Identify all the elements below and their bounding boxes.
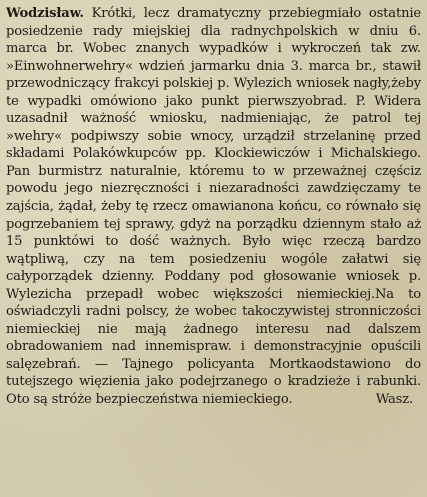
article-line-1: Wodzisław. Krótki, lecz dramatyczny przebiegmiało ostatnie: [6, 6, 421, 21]
article-line-20: obradowaniem nad innemispraw. i demonstracyjnie opuścili: [6, 339, 421, 355]
article-line-21: salęzebrań. — Tajnego policyanta Mortkaodstawiono do: [6, 356, 421, 372]
article-line-18: oświadczyli radni polscy, że wobec takoczywistej stronniczości: [6, 304, 421, 320]
article-line-2: posiedzenie rady miejskiej dla radnychpolskich w dniu 6.: [6, 23, 421, 39]
article-line-12: zajścia, żądał, żeby tę rzecz omawianona końcu, co równało się: [6, 199, 421, 215]
article-line-13: pogrzebaniem tej sprawy, gdyż na porządku dziennym stało aż: [6, 216, 421, 232]
article-line-22: tutejszego więzienia jako podejrzanego o kradzieże i rabunki.: [6, 374, 421, 390]
article-line-3: marca br. Wobec znanych wypadków i wykroczeń tak zw.: [6, 41, 421, 57]
article-line-9: składami Polakówkupców pp. Klockiewiczów i Michalskiego.: [6, 146, 421, 162]
article-line-4: »Einwohnerwehry« wdzień jarmarku dnia 3. marca br., stawił: [6, 58, 421, 74]
article-line-23: Oto są stróże bezpieczeństwa niemieckiego. Wasz.: [6, 392, 413, 408]
article-line-19: niemieckiej nie mają żadnego interesu nad dalszem: [6, 321, 421, 337]
article-line-17: Wylezicha przepadł wobec większości niemieckiej.Na to: [6, 286, 421, 302]
article-line-6: te wypadki omówiono jako punkt pierwszyobrad. P. Widera: [6, 93, 421, 109]
article-line-5: przewodniczący frakcyi polskiej p. Wylezich wniosek nagły,żeby: [6, 76, 421, 92]
article-line-14: 15 punktówi to dość ważnych. Było więc rzeczą bardzo: [6, 234, 421, 250]
article-line-16: całyporządek dzienny. Poddany pod głosowanie wniosek p.: [6, 269, 421, 285]
article-location: Wodzisław.: [6, 6, 84, 21]
article-line-15: wątpliwą, czy na tem posiedzeniu wogóle załatwi się: [6, 251, 421, 267]
article-line-10: Pan burmistrz naturalnie, któremu to w przeważnej częściz: [6, 163, 421, 179]
author-signature: Wasz.: [375, 392, 413, 408]
article-line-8: »wehry« podpiwszy sobie wnocy, urządził strzelaninę przed: [6, 128, 421, 144]
article-line-11: powodu jego niezręczności i niezaradności zawdzięczamy te: [6, 181, 421, 197]
article-line-7: uzasadnił ważność wniosku, nadmieniając, że patrol tej: [6, 111, 421, 127]
